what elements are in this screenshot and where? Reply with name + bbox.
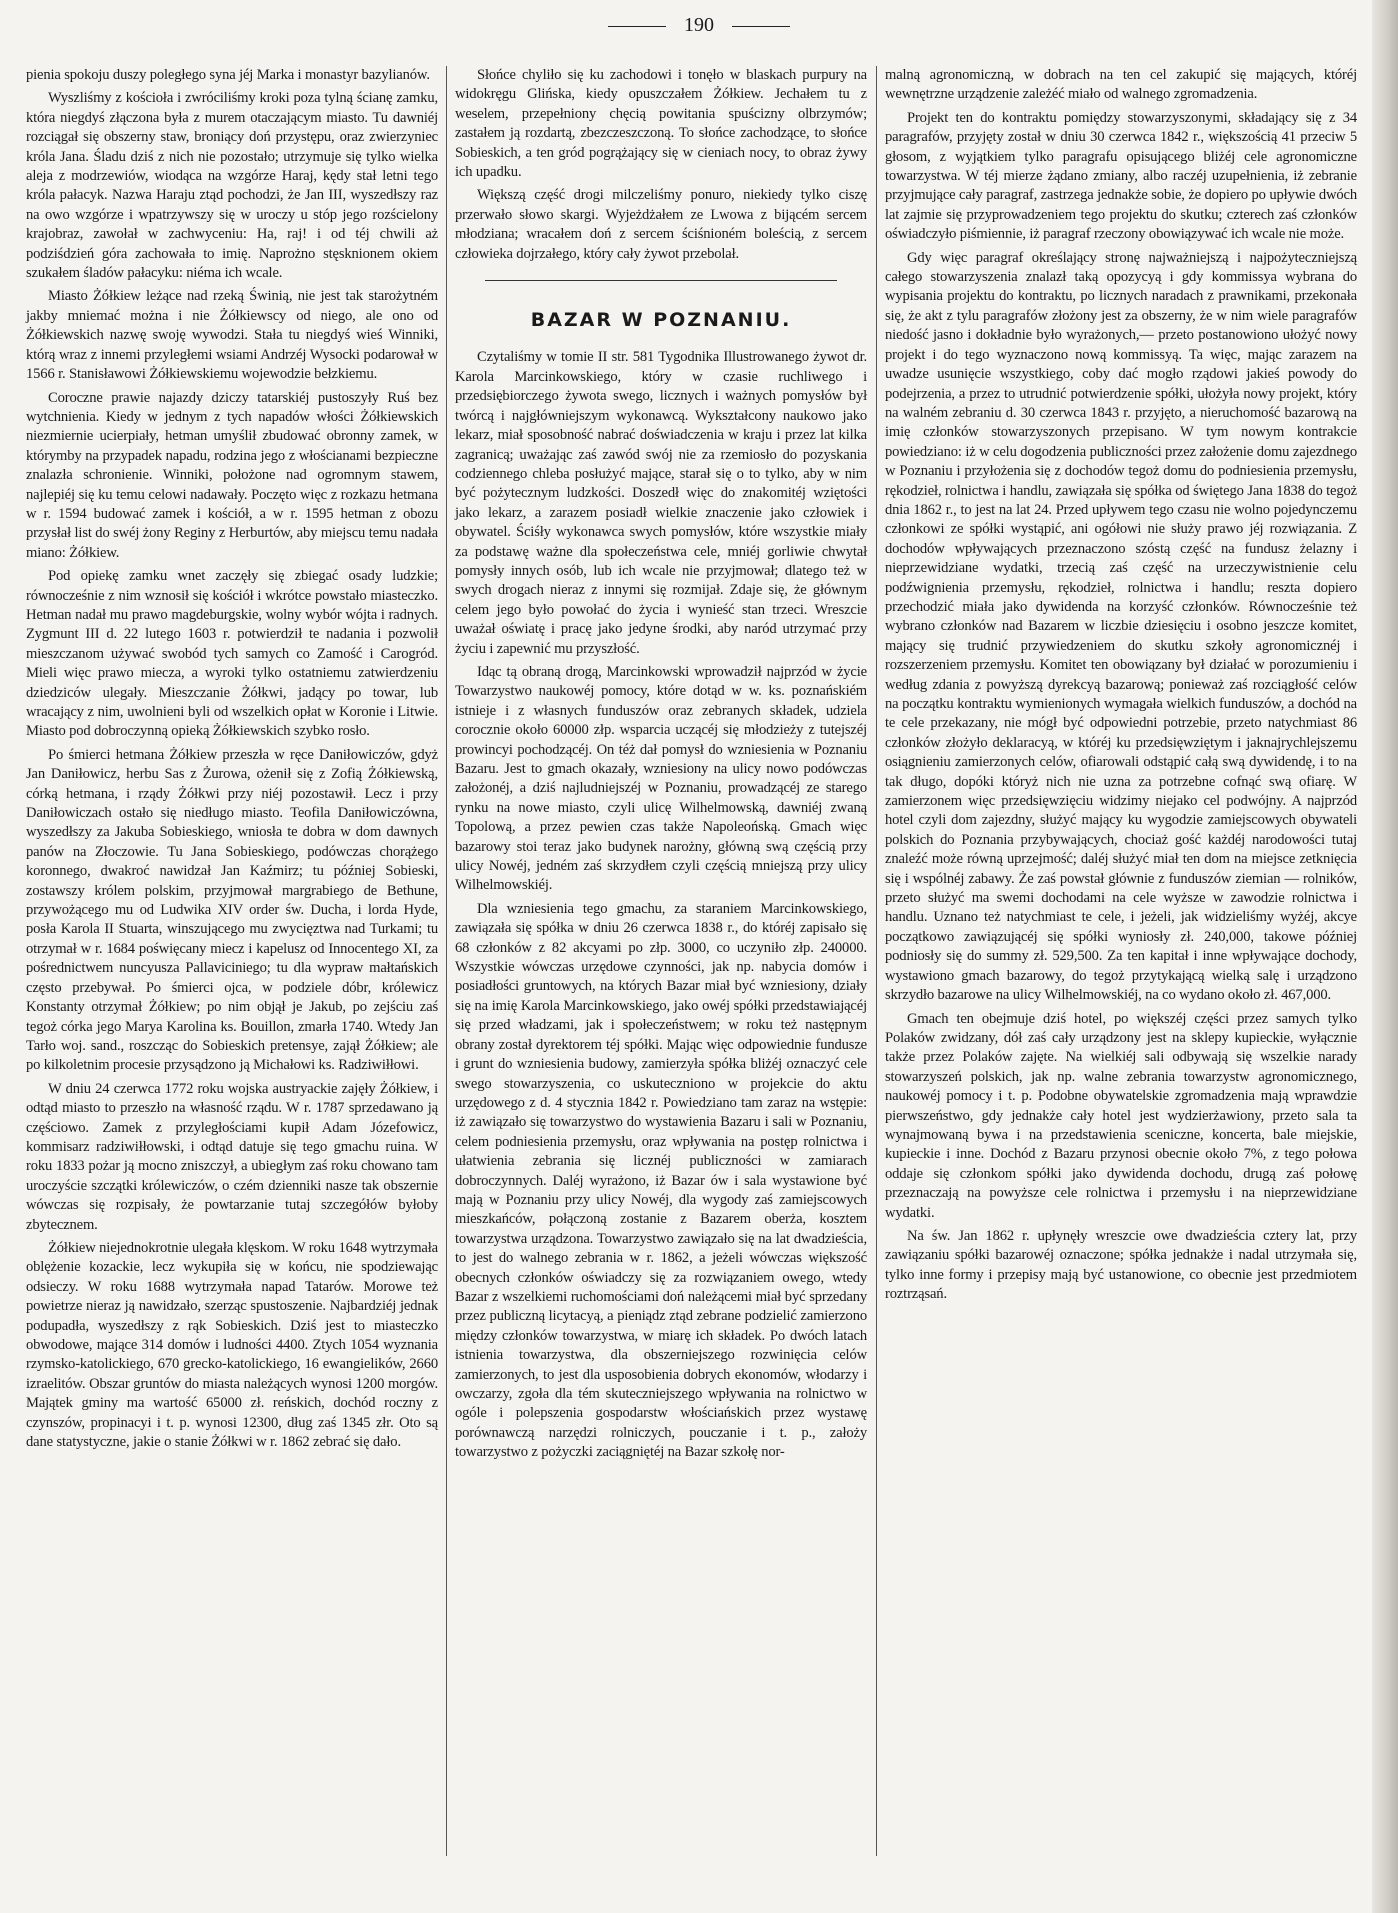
paragraph: pienia spokoju duszy poległego syna jéj Marka i monastyr bazylianów. — [26, 67, 430, 83]
paragraph: Pod opiekę zamku wnet zaczęły się zbiegać osady ludzkie; równocześnie z nim wznosił się kościół i wkrótce powstało miasteczko. Hetman nadał mu prawo magdeburgskie, wolny wybór wójta i radnych. Zygmunt III d. 22 lutego 1603 r. potwierdził te nadania i pozwolił mieszczanom używać swobód tych samych co Zamość i Carogród. Mieli więc prawo miecza, a wyroki tylko ostatniemu zatwierdzeniu dziedziców ulegały. Mieszczanie Żółkwi, jadący po towar, lub wracający z nim, uwolnieni byli od wszelkich opłat w Koronie i Litwie. Miasto pod dobroczynną opieką Żółkiewskich szybko rosło. — [26, 568, 438, 740]
paragraph: Idąc tą obraną drogą, Marcinkowski wprowadził najprzód w życie Towarzystwo naukowéj pomocy, które dotąd w w. ks. poznańskiém istnieje i z własnych funduszów oraz zebranych składek, udziela corocznie około 60000 złp. wsparcia uczącéj się młodzieży z tutejszéj prowincyi pochodzącéj. On téż dał pomysł do wzniesienia w Poznaniu Bazaru. Jest to gmach okazały, wzniesiony na ulicy nowo podówczas założonéj, a dziś najludniejszéj w Poznaniu, prowadzącéj ze starego rynku na nowe miasto, czyli ulicę Wilhelmowską, dawniéj zwaną Topolową, a przez pewien czas także Napoleońską. Gmach więc bazarowy stoi teraz jako budynek narożny, główną swą częścią przy ulicy Nowéj, jedném zaś skrzydłem czyli częścią mniejszą przy ulicy Wilhelmowskiéj. — [455, 663, 867, 894]
paragraph: Miasto Żółkiew leżące nad rzeką Świnią, nie jest tak starożytném jakby mniemać można i nie Żółkiewscy od niego, ale ono od Żółkiewskich nazwę swoję wywodzi. Stała tu niegdyś wieś Winniki, którą wraz z innemi przyległemi wsiami Andrzéj Wysocki podarował w 1566 r. Stanisławowi Żółkiewskiemu wojewodzie bełzkiemu. — [26, 288, 438, 383]
column-divider — [876, 66, 877, 1856]
paragraph: W dniu 24 czerwca 1772 roku wojska austryackie zajęły Żółkiew, i odtąd miasto to przeszło na własność rządu. W r. 1787 sprzedawano ją częściowo. Zamek z przyległościami kupił Adam Józefowicz, kommisarz radziwiłłowski, i odtąd datuje się tego gmachu ruina. W roku 1833 pożar ją mocno zniszczył, a ubiegłym zaś roku chowano tam uroczyście szczątki królewiczów, o czém dzienniki nasze tak obszernie wówczas się rozpisały, że powtarzanie tutaj szczegółów byłoby zbytecznem. — [26, 1080, 438, 1233]
article-title: BAZAR W POZNANIU. — [530, 309, 792, 332]
paragraph: Dla wzniesienia tego gmachu, za staraniem Marcinkowskiego, zawiązała się spółka w dniu 26 czerwca 1838 r., do któréj zapisało się 68 członków z 82 akcyami po złp. 3000, co uczyniło złp. 240000. Wszystkie wówczas urzędowe czynności, jak np. nabycia domów i posiadłości gruntowych, na których Bazar miał być wzniesiony, działy się na imię Karola Marcinkowskiego, jako owéj spółki przedstawiającéj się przed władzami, jak i społeczeństwem; w roku też następnym obrany został dyrektorem téj spółki. Mając więc odpowiednie fundusze i grunt do wzniesienia budowy, zamierzyła spółka bliżéj oznaczyć cele swego stowarzyszenia, co uskuteczniono w projekcie do aktu urzędowego z d. 4 stycznia 1842 r. Powiedziano tam zaraz na wstępie: iż zawiązało się towarzystwo do wystawienia Bazaru i sali w Poznaniu, celem podniesienia przemysłu, oraz wpływania na postęp rolnictwa i ułatwienia zebrania się licznéj publiczności w zamiarach dobroczynnych. Daléj wyrażono, iż Bazar ów i sala wystawione być mają w Poznaniu przy ulicy Nowéj, dla wygody zaś zamiejscowych mieszkańców, połączoną zostanie z Bazarem oberża, kosztem towarzystwa urządzona. Towarzystwo zawiązało się na lat dwadzieścia, to jest do walnego zebrania w r. 1862, a jeżeli wówczas większość obecnych członków oświadczy się za rozwiązaniem owego, wtedy Bazar z wszelkiemi ruchomościami doń należącemi miał być sprzedany przez publiczną licytacyą, a pieniądz ztąd zebrane podzielić zamierzono między członków towarzystwa, w miarę ich składek. Po dwóch latach istnienia towarzystwa, dla obszerniejszego rozwinięcia celów zamierzonych, to jest dla usposobienia dobrych ekonomów, włodarzy i owczarzy, zgoła dla tém skuteczniejszego wpływania na rolnictwo w ogóle i polepszenia gospodarstw włościańskich przez wystawę porównawczą narzędzi rolniczych, pouczanie i t. p., założy towarzystwo z pożyczki zaciągniętéj na Bazar szkołę nor- — [455, 900, 867, 1461]
paragraph: Coroczne prawie najazdy dziczy tatarskiéj pustoszyły Ruś bez wytchnienia. Kiedy w jednym z tych napadów włości Żółkiewskich niezmiernie ucierpiały, hetman umyślił zbudować obronny zamek, w którymby na przypadek napadu, rodzina jego z włościanami bezpieczne znalazła schronienie. Winniki, położone nad ogromnym stawem, najlepiéj się ku temu celowi nadawały. Poczęto więc z rozkazu hetmana w r. 1594 budować zamek i kościół, a w r. 1595 hetman z obozu przysłał list do swéj żony Reginy z Herburtów, aby miejscu temu nadała miano: Żółkiew. — [26, 389, 438, 561]
paragraph: Czytaliśmy w tomie II str. 581 Tygodnika Illustrowanego żywot dr. Karola Marcinkowskiego, który w czasie ruchliwego i przedsiębiorczego żywota swego, licznych i ważnych pomysłów był twórcą i najgłówniejszym wykonawcą. Wykształcony naukowo jako lekarz, miał sposobność nabrać doświadczenia w kraju i przez lat kilka zagranicą; uważając zaś zawód swój nie za rzemiosło do pozyskania codziennego chleba posłużyć mające, starał się o to tylko, aby w nim być pożytecznym ludzkości. Doszedł więc do znakomitéj wziętości jako lekarz, a zarazem posiadł wielkie znaczenie jako człowiek i obywatel. Ściśły wykonawca swych pomysłów, które wszystkie miały za podstawę ważne dla społeczeństwa cele, mniéj gorliwie chwytał pomysły innych osób, lub ich wcale nie przyjmował; dlatego też w swych drogach nieraz z innymi się rozmijał. Zdaje się, że głównym celem jego było powołać do życia i wynieść stan trzeci. Wreszcie uważał oświatę i pracę jako jedyne środki, aby naród utrzymać przy życiu i zapewnić mu przyszłość. — [455, 349, 867, 657]
paragraph: Po śmierci hetmana Żółkiew przeszła w ręce Daniłowiczów, gdyż Jan Daniłowicz, herbu Sas z Żurowa, ożenił się z Zofią Żółkiewską, córką hetmana, i rządy Żółkwi przy niéj pozostawił. Lecz i przy Daniłowiczach ostało się niedługo miasto. Teofila Daniłowiczówna, wyszedłszy za Jakuba Sobieskiego, wniosła te dobra w dom dawnych panów na Złoczowie. Tu Jana Sobieskiego, podówczas chorążego koronnego, dwakroć nawidzał Jan Kaźmirz; tu później Sobieski, zostawszy królem polskim, przyjmował margrabiego de Bethune, przywożącego mu od Ludwika XIV order św. Ducha, i lorda Hyde, posła Karola II Stuarta, winszującego mu zwycięztwa nad Turkami; tu otrzymał w r. 1684 poświęcany miecz i kapelusz od Innocentego XI, za pośrednictwem nuncyusza Pallaviciniego; tu dla wypraw małtańskich często przebywał. Po śmierci ojca, w podziele dóbr, królewicz Konstanty otrzymał Żółkiew; po nim objął je Jakub, po zejściu zaś tegoż córka jego Marya Karolina ks. Bouillon, zmarła 1740. Wtedy Jan Tarło woj. sand., roszcząc do Sobieskich pretensye, zajął Żółkiew; ale po kilkoletnim procesie przysądzono ją Michałowi ks. Radziwiłłowi. — [26, 746, 438, 1074]
paragraph: Większą część drogi milczeliśmy ponuro, niekiedy tylko ciszę przerwało słowo skargi. Wyjeżdżałem ze Lwowa z bijącém sercem młodziana; wracałem doń z sercem ściśnioném boleścią, z sercem człowieka dojrzałego, który cały żywot przebolał. — [455, 187, 867, 262]
header-rule-left — [608, 26, 666, 27]
paragraph: Wyszliśmy z kościoła i zwróciliśmy kroki poza tylną ścianę zamku, która niegdyś złączona była z murem otaczającym miasto. Tu dawniéj rozciągał się obszerny staw, broniący doń przystępu, oraz zwierzyniec króla Jana. Śladu dziś z nich nie pozostało; utrzymuje się tylko wielka aleja z modrzewiów, wiodąca na wzgórze Haraj, kędy stał letni tego króla pałacyk. Nazwa Haraju ztąd pochodzi, że Jan III, wyszedłszy raz na owo wzgórze i wpatrzywszy się w uroczy u stóp jego rozścielony krajobraz, zawołał w zachwyceniu: Ha, raj! i od téj chwili aż podziśdzień góra zachowała to imię. Naprożno stęsknionem okiem szukałem śladów pałacyku: niéma ich wcale. — [26, 90, 438, 282]
paragraph: Projekt ten do kontraktu pomiędzy stowarzyszonymi, składający się z 34 paragrafów, przyjęty został w dniu 30 czerwca 1842 r., większością 41 przeciw 5 głosom, z wyjątkiem tylko paragrafu opisującego bliżéj cele agronomiczne towarzystwa. W téj mierze żądano zmiany, albo raczéj uzupełnienia, iż zebranie przyjmujące cały paragraf, zastrzega jednakże sobie, że dopiero po upływie dwóch lat zajmie się przyprowadzeniem tego projektu do skutku; czterech zaś członków oświadczyło piśmiennie, iż paragraf rzeczony obowiązywać ich wcale nie może. — [885, 109, 1357, 243]
page-header — [0, 14, 1398, 37]
paragraph: Gdy więc paragraf określający stronę najważniejszą i najpożyteczniejszą całego stowarzyszenia znalazł taką opozycyą i gdy kommissya wybrana do wypisania projektu do kontraktu, po licznych naradach z prawnikami, przekonała się, że akt z tylu paragrafów złożony jest za obszerny, że w nim wiele paragrafów niedość jasno i dokładnie było wyrażonych,— przeto postanowiono ułożyć nowy projekt i do tego wyznaczono nową kommissyą. Ta więc, mając zarazem na uwadze usunięcie wszystkiego, coby dać mogło rządowi jakieś powody do podejrzenia, a przez to utrudnić potwierdzenie spółki, ułożyła nowy projekt, który na walném zebraniu d. 30 czerwca 1843 r. przyjęto, a nieruchomość bazarową na imię członków stowarzyszonych przepisano. W tym nowym kontrakcie powiedziano: iż w celu dogodzenia publiczności przez założenie domu zajezdnego w Poznaniu i przyłożenia się z dochodów tegoż domu do podniesienia przemysłu, rękodzieł, rolnictwa i handlu, zawiązała się spółka od świętego Jana 1838 do tegoż dnia 1862 r., to jest na lat 24. Przed upływem tego czasu nie wolno pojedynczemu członkowi ze spółki wystąpić, ani ogółowi nie służy prawo jéj rozwiązania. Z dochodów wpływających przeznaczono szóstą część na fundusz żelazny i nieprzewidziane wydatki, trzecią zaś część na urzeczywistnienie celu podźwignienia przemysłu, rękodzieł, rolnictwa i handlu; reszta dopiero przechodzić miała jako dywidenda na korzyść członków. Równocześnie też wybrano członków nad Bazarem w liczbie dziesięciu i osobno jeszcze komitet, mający się trudnić przywiedzeniem do skutku szkoły agronomicznéj i rozszerzeniem przemysłu. Komitet ten obowiązany był działać w porozumieniu i według zdania z powyższą dyrekcyą bazarową; ponieważ zaś rozciągłość celów na początku kontraktu wymienionych wymagała wielkich funduszów, a dochód na te cele przekazany, nie mógł być odpowiedni potrzebie, przeto natychmiast 86 członków złożyło deklaracyą, w któréj ku przedsięwziętym i jaknajrychlejszemu osiągnieniu zamierzonych celów, ofiarowali odstąpić całą swą dywidendę, i to na tak długo, dopóki któryż nich nie uzna za potrzebne cofnąć swą ofiarę. W zamierzonem więc przedsięwzięciu widzimy niejako cel podwójny. A najprzód hotel czyli dom zajezdny, służyć mający ku wygodzie zamiejscowych obywateli polskich do Poznania przybywających, chociaż gość każdéj narodowości tutaj znaleźć może równą uprzejmość; daléj służyć miał ten dom na miejsce zetknięcia się i wspólnéj zabawy. Że zaś powstał głównie z funduszów ziemian — rolników, przeto służyć ma swemi dochodami na cele wyższe w zawodzie rolnictwa i handlu. Uznano też natychmiast te cele, i jeżeli, jak widzieliśmy wyżéj, akcye początkowo zawiązującéj się spółki wyniosły zł. 240,000, takowe później podniosły się do summy zł. 529,500. Za ten kapitał i inne wpływające dochody, wystawiono gmach bazarowy, do tegoż przytykającą wielką salę i urządzono skrzydło bazarowe na ulicy Wilhelmowskiéj, na co wydano około zł. 467,000. — [885, 249, 1358, 1004]
paragraph: Żółkiew niejednokrotnie ulegała klęskom. W roku 1648 wytrzymała oblężenie kozackie, lecz wykupiła się w końcu, nie spodziewając odsieczy. W roku 1688 wytrzymała napad Tatarów. Morowe też powietrze nieraz ją nawidzało, szerząc spustoszenie. Najbardziéj jednak podupadła, wyszedłszy z rąk Sobieskich. Dziś jest to miasteczko obwodowe, mające 314 domów i ludności 4400. Ztych 1054 wyznania rzymsko-katolickiego, 670 grecko-katolickiego, 16 ewangielików, 2660 izraelitów. Obszar gruntów do miasta należących wynosi 1200 morgów. Majątek gminy ma wartość 65000 zł. reńskich, dochód roczny z czynszów, propinacyi i t. p. wynosi 12300, dług zaś 1345 złr. Oto są dane statystyczne, jakie o stanie Żółkwi w r. 1862 zebrać się dało. — [26, 1239, 438, 1451]
paragraph: Na św. Jan 1862 r. upłynęły wreszcie owe dwadzieścia cztery lat, przy zawiązaniu spółki bazarowéj oznaczone; spółka jednakże i nadal utrzymała się, tylko inne formy i przepisy mają być ustanowione, co obecnie jest przedmiotem roztrząsań. — [885, 1227, 1357, 1303]
column-divider — [446, 66, 447, 1856]
paragraph: malną agronomiczną, w dobrach na ten cel zakupić się mających, któréj wewnętrzne urządzenie zależéć miało od walnego zgromadzenia. — [885, 67, 1357, 103]
adjacent-page-edge — [1372, 0, 1398, 1913]
page-number: 190 — [684, 14, 714, 36]
column-2 — [455, 66, 867, 1467]
column-1 — [26, 66, 438, 1456]
column-3 — [885, 66, 1357, 1309]
paragraph: Gmach ten obejmuje dziś hotel, po większéj części przez samych tylko Polaków zwidzany, dół zaś cały urządzony jest na sklepy kupieckie, wyłącznie także przez Polaków zajęte. Na wielkiéj sali odbywają się wszelkie narady stowarzyszeń polskich, jak np. walne zebrania towarzystw agronomicznego, naukowéj pomocy i t. p. Podobne obywatelskie zgromadzenia mają wprawdzie pierwszeństwo, gdy jednakże cały hotel jest wydzierżawiony, przeto sala ta wynajmowaną bywa i na przedstawienia sceniczne, koncerta, bale miejskie, kupieckie i inne. Dochód z Bazaru przynosi obecnie około 7%, z tego połowa oddaje się członkom spółki jako dywidenda dochodu, drugą zaś połowę przeznaczają na powyższe cele rolnictwa i przemysłu i na nieprzewidziane wydatki. — [885, 1010, 1357, 1221]
paragraph: Słońce chyliło się ku zachodowi i tonęło w blaskach purpury na widokręgu Glińska, kiedy opuszczałem Żółkiew. Jechałem tu z weselem, przepełniony chęcią powitania spuścizny olbrzymów; zastałem ją rozdartą, zbezczeszczoną. To słońce zachodzące, to słońce Sobieskich, a ten gród pogrążający się w cieniach nocy, to obraz żywy ich upadku. — [455, 67, 867, 181]
section-divider — [485, 280, 837, 281]
header-rule-right — [732, 26, 790, 27]
